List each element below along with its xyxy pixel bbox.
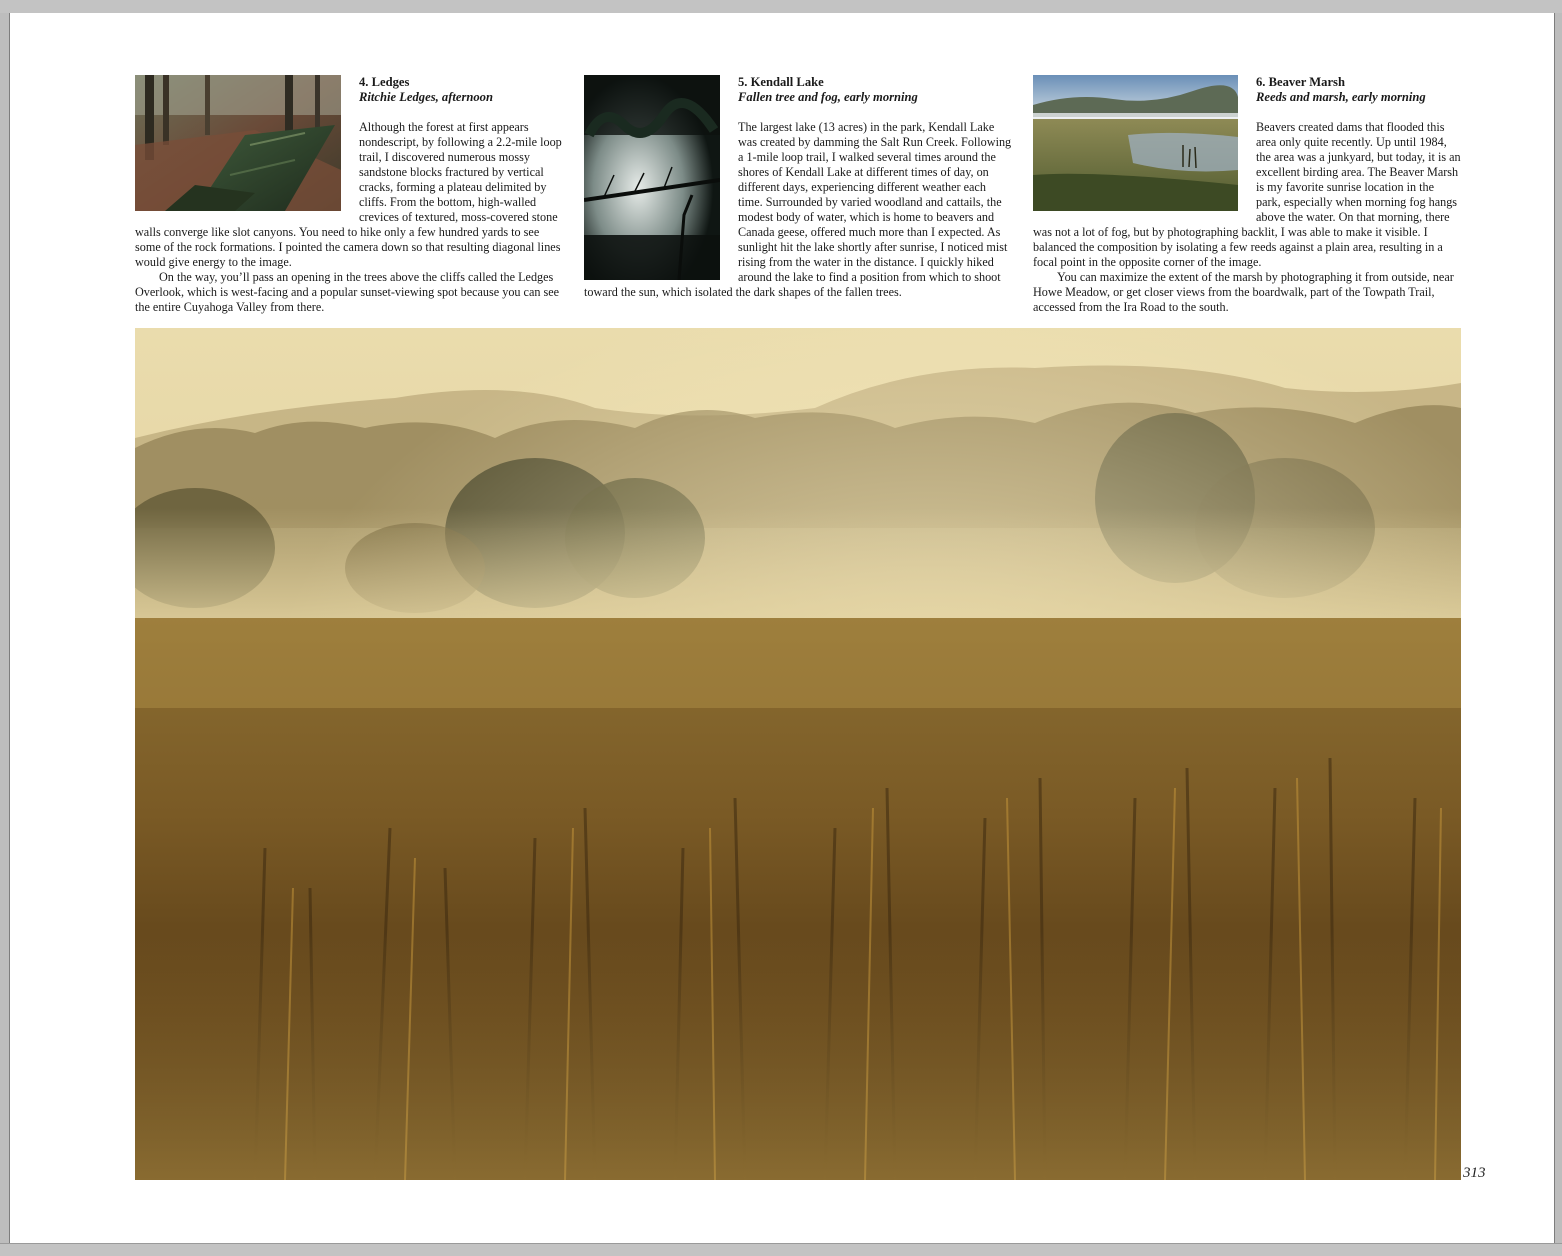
section-beaver-marsh [1033, 75, 1461, 315]
section-paragraph: You can maximize the extent of the marsh by photographing it from outside, near Howe Meadow, or get closer views from the boardwalk, part of the Towpath Trail, accessed from the Ira Road to the south. [1033, 270, 1454, 314]
section-subheading: Reeds and marsh, early morning [1256, 90, 1426, 104]
beaver-marsh-photo [1033, 75, 1238, 211]
viewer-top-bar [0, 0, 1562, 13]
section-paragraph: Although the forest at first appears nondescript, by following a 2.2-mile loop trail, I discovered numerous mossy sandstone blocks fractured by vertical cracks, forming a plateau delimited by cliffs. From the bottom, high-walled crevices of textured, moss-covered stone walls converge like slot canyons. You need to hike only a few hundred yards to see some of the rock formations. I pointed the camera down so that resulting diagonal lines would give energy to the image. [135, 120, 562, 269]
section-kendall-lake [584, 75, 1012, 300]
section-subheading: Fallen tree and fog, early morning [738, 90, 918, 104]
section-heading: 6. Beaver Marsh [1256, 75, 1345, 89]
viewer-bottom-bar [0, 1243, 1562, 1256]
section-heading: 5. Kendall Lake [738, 75, 824, 89]
page-number: 313 [1463, 1165, 1486, 1181]
ledges-photo [135, 75, 341, 211]
section-subheading: Ritchie Ledges, afternoon [359, 90, 493, 104]
section-ledges [135, 75, 563, 315]
section-paragraph: The largest lake (13 acres) in the park, Kendall Lake was created by damming the Salt Run Creek. Following a 1-mile loop trail, I walked several times around the shores of Kendall Lake at different times of day, on different days, experiencing different weather each time. Surrounded by varied woodland and cattails, the modest body of water, which is home to beavers and Canada geese, offered much more than I expected. As sunlight hit the lake shortly after sunrise, I noticed mist rising from the water in the distance. I quickly hiked around the lake to find a position from which to shoot toward the sun, which isolated the dark shapes of the fallen trees. [584, 120, 1012, 299]
cornfield-fog-photo [135, 328, 1461, 1180]
section-paragraph: On the way, you’ll pass an opening in the trees above the cliffs called the Ledges Overlook, which is west-facing and a popular sunset-viewing spot because you can see the entire Cuyahoga Valley from there. [135, 270, 560, 314]
section-paragraph: Beavers created dams that flooded this area only quite recently. Up until 1984, the area was a junkyard, but today, it is an excellent birding area. The Beaver Marsh is my favorite sunrise location in the park, especially when morning fog hangs above the water. On that morning, there was not a lot of fog, but by photographing backlit, I was able to make it visible. I balanced the composition by isolating a few reeds against a plain area, resulting in a focal point in the opposite corner of the image. [1033, 120, 1461, 269]
section-heading: 4. Ledges [359, 75, 410, 89]
kendall-lake-photo [584, 75, 720, 280]
book-page [9, 13, 1555, 1243]
